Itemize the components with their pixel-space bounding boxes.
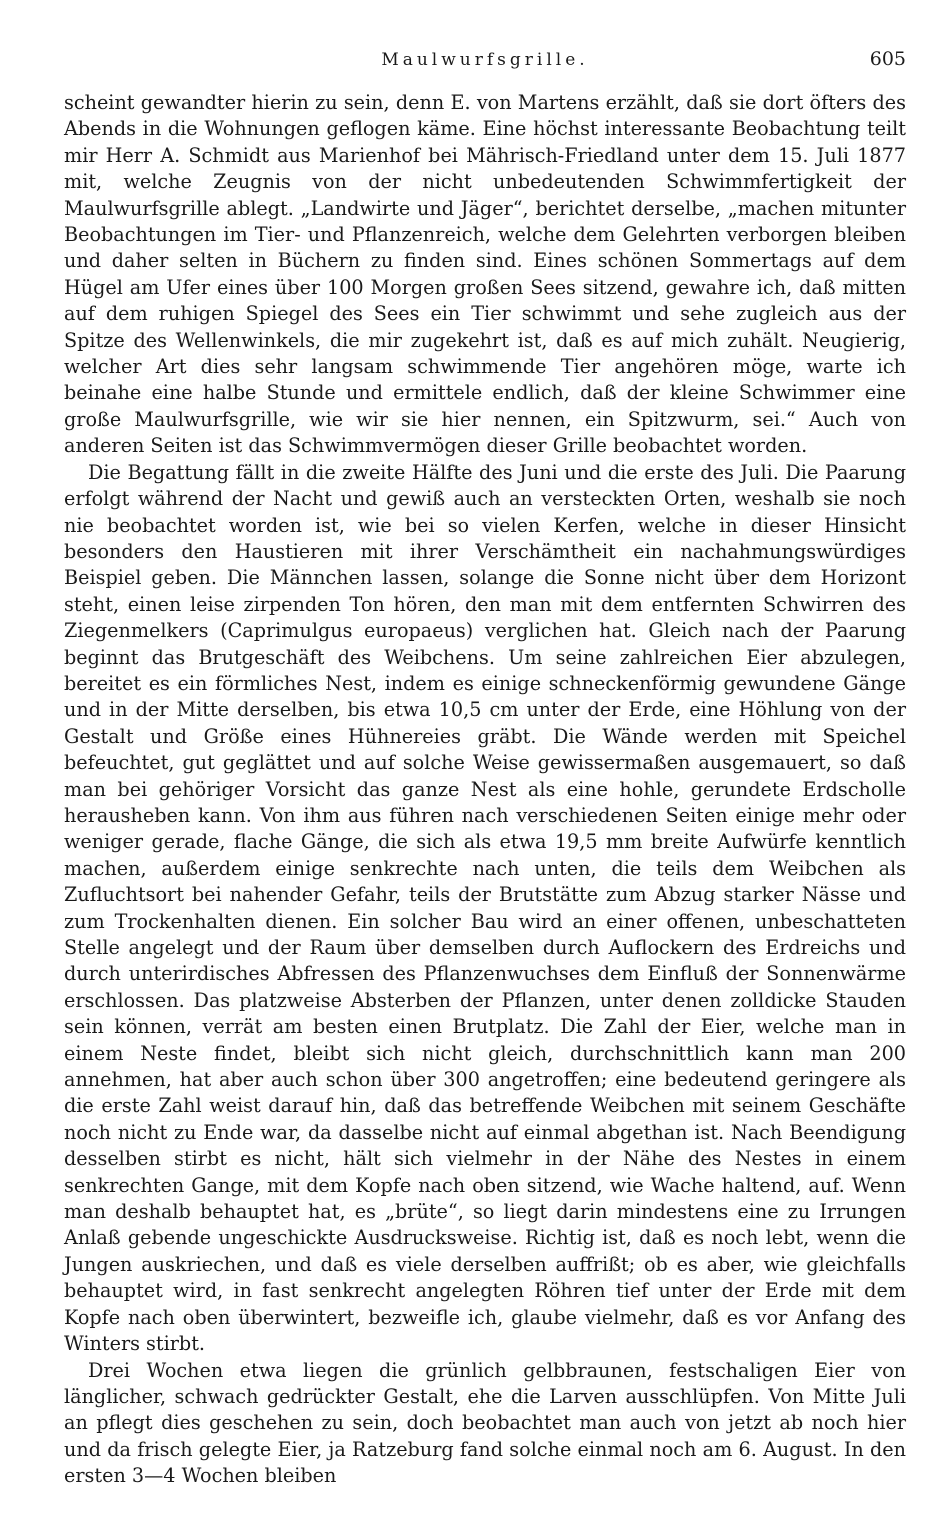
running-header [64, 44, 906, 78]
book-page [64, 44, 906, 1490]
paragraph-1: scheint gewandter hierin zu sein, denn E. von Martens erzählt, daß sie dort öfters des Abends in die Wohnungen geflogen käme. Eine höchst interessante Beobachtung teilt mir Herr A. Schmidt aus Marienhof bei Mährisch-Friedland unter dem 15. Juli 1877 mit, welche Zeugnis von der nicht unbedeutenden Schwimmfertigkeit der Maulwurfsgrille ablegt. „Landwirte und Jäger“, berichtet derselbe, „machen mitunter Beobachtungen im Tier- und Pflanzenreich, welche dem Gelehrten verborgen bleiben und daher selten in Büchern zu finden sind. Eines schönen Sommertags auf dem Hügel am Ufer eines über 100 Morgen großen Sees sitzend, gewahre ich, daß mitten auf dem ruhigen Spiegel des Sees ein Tier schwimmt und sehe zugleich aus der Spitze des Wellenwinkels, die mir zugekehrt ist, daß es auf mich zuhält. Neugierig, welcher Art dies sehr langsam schwimmende Tier angehören möge, warte ich beinahe eine halbe Stunde und ermittele endlich, daß der kleine Schwimmer eine große Maulwurfsgrille, wie wir sie hier nennen, ein Spitzwurm, sei.“ Auch von anderen Seiten ist das Schwimmvermögen dieser Grille beobachtet worden. [64, 91, 906, 458]
page-number: 605 [869, 48, 906, 70]
body-text [64, 90, 906, 1490]
running-title: Maulwurfsgrille. [381, 50, 589, 70]
paragraph-2: Die Begattung fällt in die zweite Hälfte des Juni und die erste des Juli. Die Paarung erfolgt während der Nacht und gewiß auch an versteckten Orten, weshalb sie noch nie beobachtet worden ist, wie bei so vielen Kerfen, welche in dieser Hinsicht besonders den Haustieren mit ihrer Verschämtheit ein nachahmungswürdiges Beispiel geben. Die Männchen lassen, solange die Sonne nicht über dem Horizont steht, einen leise zirpenden Ton hören, den man mit dem entfernten Schwirren des Ziegenmelkers (Caprimulgus europaeus) verglichen hat. Gleich nach der Paarung beginnt das Brutgeschäft des Weibchens. Um seine zahlreichen Eier abzulegen, bereitet es ein förmliches Nest, indem es einige schneckenförmig gewundene Gänge und in der Mitte derselben, bis etwa 10,5 cm unter der Erde, eine Höhlung von der Gestalt und Größe eines Hühnereies gräbt. Die Wände werden mit Speichel befeuchtet, gut geglättet und auf solche Weise gewissermaßen ausgemauert, so daß man bei gehöriger Vorsicht das ganze Nest als eine hohle, gerundete Erdscholle herausheben kann. Von ihm aus führen nach verschiedenen Seiten einige mehr oder weniger gerade, flache Gänge, die sich als etwa 19,5 mm breite Aufwürfe kenntlich machen, außerdem einige senkrechte nach unten, die teils dem Weibchen als Zufluchtsort bei nahender Gefahr, teils der Brutstätte zum Abzug starker Nässe und zum Trockenhalten dienen. Ein solcher Bau wird an einer offenen, unbeschatteten Stelle angelegt und der Raum über demselben durch Auflockern des Erdreichs und durch unterirdisches Abfressen des Pflanzenwuchses dem Einfluß der Sonnenwärme erschlossen. Das platzweise Absterben der Pflanzen, unter denen zolldicke Stauden sein können, verrät am besten einen Brutplatz. Die Zahl der Eier, welche man in einem Neste findet, bleibt sich nicht gleich, durchschnittlich kann man 200 annehmen, hat aber auch schon über 300 angetroffen; eine bedeutend geringere als die erste Zahl weist darauf hin, daß das betreffende Weibchen mit seinem Geschäfte noch nicht zu Ende war, da dasselbe nicht auf einmal abgethan ist. Nach Beendigung desselben stirbt es nicht, hält sich vielmehr in der Nähe des Nestes in einem senkrechten Gange, mit dem Kopfe nach oben sitzend, wie Wache haltend, auf. Wenn man deshalb behauptet hat, es „brüte“, so liegt darin mindestens eine zu Irrungen Anlaß gebende ungeschickte Ausdrucksweise. Richtig ist, daß es noch lebt, wenn die Jungen auskriechen, und daß es viele derselben auffrißt; ob es aber, wie gleichfalls behauptet wird, in fast senkrecht angelegten Röhren tief unter der Erde mit dem Kopfe nach oben überwintert, bezweifle ich, glaube vielmehr, daß es vor Anfang des Winters stirbt. [64, 460, 906, 1356]
paragraph-3: Drei Wochen etwa liegen die grünlich gelbbraunen, festschaligen Eier von länglicher, schwach gedrückter Gestalt, ehe die Larven ausschlüpfen. Von Mitte Juli an pflegt dies geschehen zu sein, doch beobachtet man auch von jetzt ab noch hier und da frisch gelegte Eier, ja Ratzeburg fand solche einmal noch am 6. August. In den ersten 3—4 Wochen bleiben [64, 1358, 906, 1488]
